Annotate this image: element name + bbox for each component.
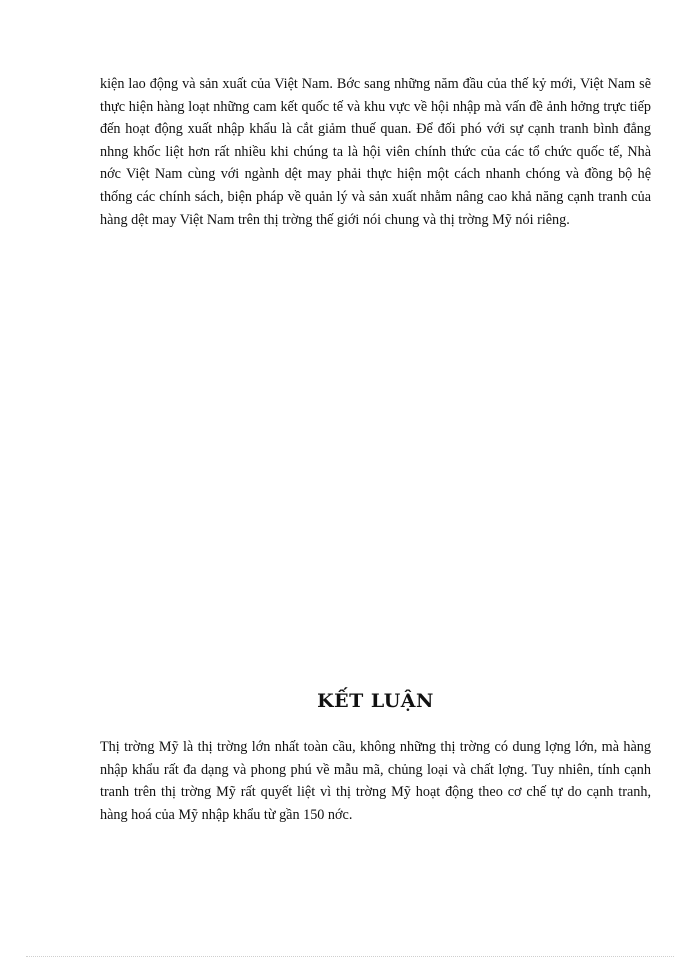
conclusion-paragraph: Thị trờng Mỹ là thị trờng lớn nhất toàn cầu, không những thị trờng có dung lợng lớn, mà hàng nhập khẩu rất đa dạng và phong phú về mẫu mã, chủng loại và chất lợng. Tuy nhiên, tính cạnh tranh trên thị trờng Mỹ rất quyết liệt vì thị trờng Mỹ hoạt động theo cơ chế tự do cạnh tranh, hàng hoá của Mỹ nhập khẩu từ gần 150 nớc. — [100, 739, 651, 823]
intro-paragraph: kiện lao động và sản xuất của Việt Nam. Bớc sang những năm đầu của thế kỷ mới, Việt Nam sẽ thực hiện hàng loạt những cam kết quốc tế và khu vực về hội nhập mà vấn đề ảnh hởng trực tiếp đến hoạt động xuất nhập khẩu là cắt giảm thuế quan. Để đối phó với sự cạnh tranh bình đẳng nhng khốc liệt hơn rất nhiều khi chúng ta là hội viên chính thức của các tổ chức quốc tế, Nhà nớc Việt Nam cùng với ngành dệt may phải thực hiện một cách nhanh chóng và đồng bộ hệ thống các chính sách, biện pháp về quản lý và sản xuất nhằm nâng cao khả năng cạnh tranh của hàng dệt may Việt Nam trên thị trờng thế giới nói chung và thị trờng Mỹ nói riêng. — [100, 76, 651, 228]
page-bottom-divider — [26, 956, 674, 957]
conclusion-heading: KẾT LUẬN — [317, 690, 434, 712]
